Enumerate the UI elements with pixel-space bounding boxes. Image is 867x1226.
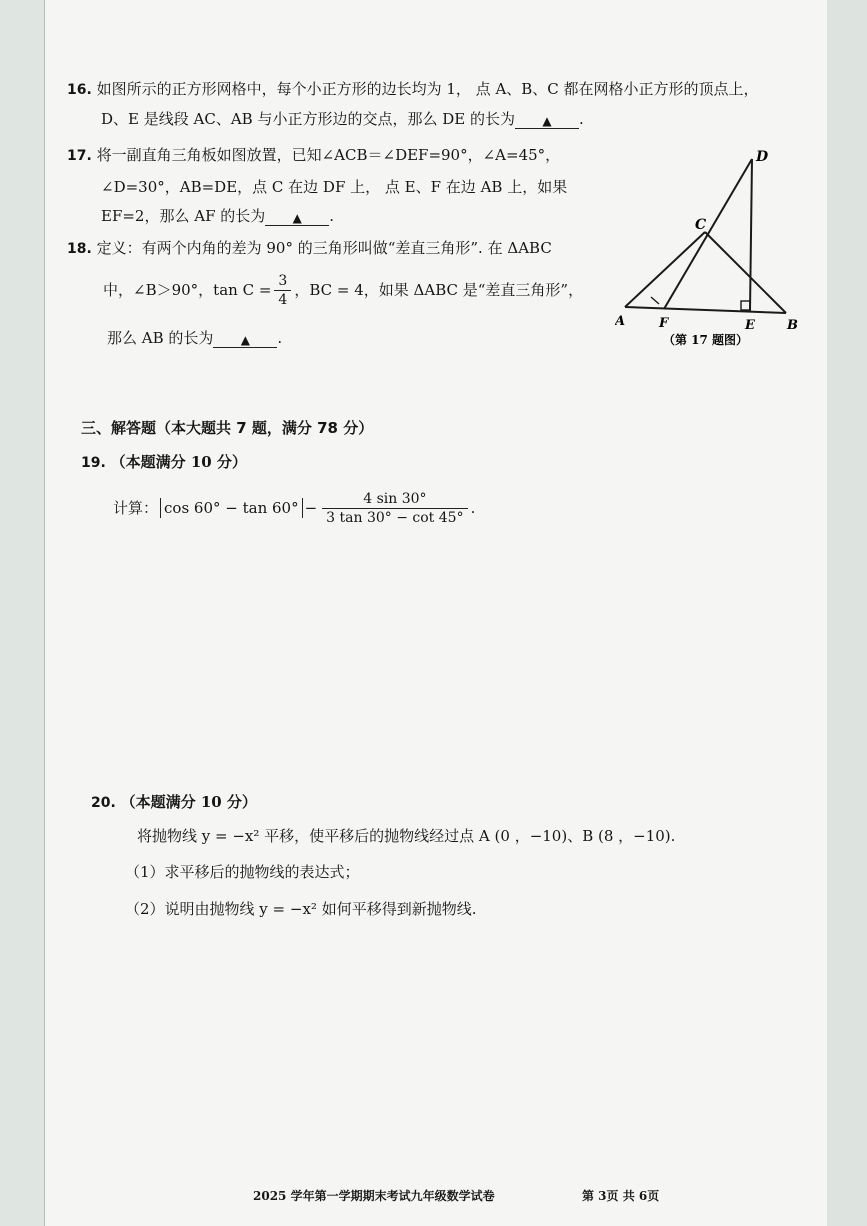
question-19: [81, 452, 247, 473]
right-angle-mark-e: [741, 301, 750, 310]
period: .: [277, 329, 283, 347]
fraction-numerator: 4 sin 30°: [322, 490, 467, 509]
question-number: 17.: [67, 148, 92, 164]
question-16-line-2: [101, 109, 584, 129]
period: .: [470, 499, 476, 517]
exam-page: [44, 0, 827, 1226]
question-17-figure: [615, 145, 815, 350]
question-score: （本题满分 10 分）: [110, 453, 247, 471]
footer-title: 2025 学年第一学期期末考试九年级数学试卷: [253, 1189, 495, 1203]
question-number: 16.: [67, 82, 92, 98]
question-number: 18.: [67, 241, 92, 257]
triangle-mark-icon: ▲: [542, 114, 552, 128]
question-17: [67, 145, 560, 166]
figure-caption: （第 17 题图）: [663, 333, 749, 347]
question-20-part-2: （2）说明由抛物线 y = −x² 如何平移得到新抛物线.: [125, 900, 477, 918]
segment-de: [750, 159, 752, 311]
question-text: 那么 AB 的长为: [107, 329, 214, 347]
question-text: ∠D=30°，AB=DE，点 C 在边 DF 上， 点 E、F 在边 AB 上，如果: [101, 178, 568, 196]
label-e: E: [745, 318, 755, 333]
question-18-line-3: [107, 328, 282, 348]
label-a: A: [615, 314, 626, 329]
answer-blank: [213, 329, 277, 348]
question-text: 如图所示的正方形网格中，每个小正方形的边长均为 1， 点 A、B、C 都在网格小正方形的顶点上，: [96, 80, 759, 98]
question-20: [91, 792, 257, 813]
question-16: [67, 79, 759, 100]
minus-sign: −: [304, 499, 318, 517]
period: .: [578, 110, 584, 128]
footer-page-number: 第 3页 共 6页: [582, 1189, 660, 1203]
triangle-mark-icon: ▲: [240, 333, 251, 347]
label-f: F: [659, 316, 669, 331]
answer-blank: [515, 110, 579, 129]
question-score: （本题满分 10 分）: [120, 793, 257, 811]
segment-fd: [664, 159, 752, 309]
scan-margin: [0, 0, 44, 1226]
fraction-numerator: 3: [274, 272, 291, 291]
question-number: 20.: [91, 795, 116, 811]
question-20-part-1: （1）求平移后的抛物线的表达式；: [125, 863, 360, 881]
question-17-line-2: [101, 177, 567, 197]
question-19-expression: [113, 486, 475, 530]
question-number: 19.: [81, 455, 106, 471]
question-text: 将一副直角三角板如图放置，已知∠ACB＝∠DEF=90°，∠A=45°，: [96, 146, 561, 164]
segment-ab: [625, 307, 786, 313]
segment-ac: [625, 232, 705, 307]
question-18: [67, 238, 552, 259]
angle-mark-a: [651, 297, 659, 304]
fraction-denominator: 4: [278, 291, 288, 308]
question-text: D、E 是线段 AC、AB 与小正方形边的交点，那么 DE 的长为: [101, 110, 515, 128]
answer-blank: [265, 207, 329, 226]
compute-label: 计算：: [113, 499, 159, 517]
fraction-expression: [322, 490, 467, 527]
question-20-stem: 将抛物线 y = −x² 平移，使平移后的抛物线经过点 A (0 ，−10)、B (8 ，−10).: [137, 827, 676, 845]
absolute-value: cos 60° − tan 60°: [160, 498, 303, 518]
label-c: C: [695, 217, 707, 233]
question-18-line-2: [103, 268, 583, 312]
label-d: D: [756, 149, 769, 165]
fraction-three-quarters: [274, 272, 291, 309]
triangle-mark-icon: ▲: [292, 211, 302, 225]
question-17-line-3: [101, 206, 334, 226]
question-text: ，BC = 4，如果 ΔABC 是“差直三角形”，: [294, 281, 584, 299]
section-heading: 三、解答题（本大题共 7 题，满分 78 分）: [81, 419, 374, 437]
question-text: 中，∠B＞90°，tan C =: [103, 281, 272, 299]
question-text: EF=2，那么 AF 的长为: [101, 207, 266, 225]
label-b: B: [787, 318, 798, 333]
question-text: 定义：有两个内角的差为 90° 的三角形叫做“差直三角形”. 在 ΔABC: [96, 239, 552, 257]
period: .: [329, 207, 335, 225]
fraction-denominator: 3 tan 30° − cot 45°: [326, 509, 464, 526]
